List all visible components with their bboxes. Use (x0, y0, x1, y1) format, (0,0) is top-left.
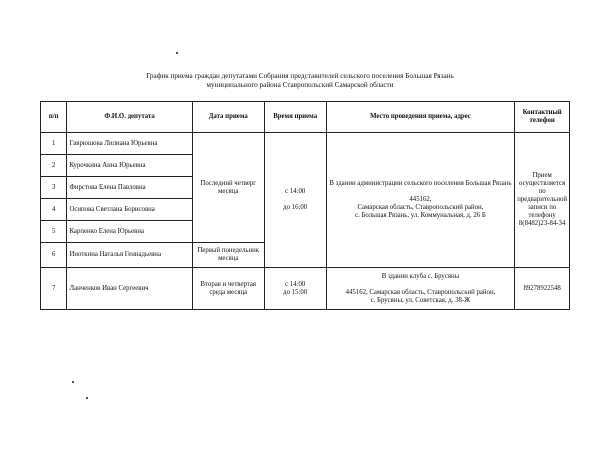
row-num: 4 (41, 199, 67, 221)
row-num: 5 (41, 221, 67, 243)
reception-date: Последний четверг месяца (192, 133, 264, 243)
deputy-name: Гаврюшова Лилиана Юрьевна (67, 133, 192, 155)
document-title (0, 72, 600, 90)
reception-date: Первый понедельник месяца (192, 243, 264, 268)
reception-place (326, 268, 515, 310)
place-line-3: с. Большая Рязань, ул. Коммунальная, д. 26 Б (355, 212, 486, 219)
place-line-1: В здании клуба с. Брусяны (381, 272, 460, 280)
place-line-1: В здании администрации сельского поселения Большая Рязань (329, 180, 512, 187)
reception-contact: 89278922548 (515, 268, 570, 310)
reception-contact: Прием осуществляется по предварительной записи по телефону 8(8482)23-84-34 (515, 133, 570, 268)
row-num: 7 (41, 268, 67, 310)
time-from: с 14:00 (285, 188, 306, 195)
place-index: 445162, (409, 196, 432, 203)
header-date: Дата приема (192, 102, 264, 133)
deputy-name: Осипова Светлана Борисовна (67, 199, 192, 221)
table-row (41, 268, 570, 310)
reception-schedule-table (40, 101, 570, 310)
time-to: до 16:00 (283, 204, 308, 211)
deputy-name: Курочкина Анна Юрьевна (67, 155, 192, 177)
reception-place (326, 133, 515, 268)
place-line-2: 445162, Самарская область, Ставропольский район, (345, 288, 496, 296)
row-num: 6 (41, 243, 67, 268)
row-num: 3 (41, 177, 67, 199)
title-line-1: График приема граждан депутатами Собрания представителей сельского поселения Большая Рязань (146, 72, 454, 80)
reception-time (264, 133, 326, 268)
title-line-2: муниципального района Ставропольский Самарской области (206, 81, 394, 89)
time-from: с 14:00 (285, 280, 306, 288)
scan-speck (176, 52, 178, 54)
row-num: 2 (41, 155, 67, 177)
header-time: Время приема (264, 102, 326, 133)
scan-speck (72, 381, 74, 383)
scan-speck (86, 397, 88, 399)
header-contact: Контактный телефон (515, 102, 570, 133)
deputy-name: Карпенко Елена Юрьевна (67, 221, 192, 243)
deputy-name: Фирстова Елена Павловна (67, 177, 192, 199)
row-num: 1 (41, 133, 67, 155)
deputy-name: Ланченков Иван Сергеевич (67, 268, 192, 310)
time-to: до 15:00 (283, 288, 308, 296)
place-line-3: с. Брусяны, ул. Советская, д. 38-Ж (370, 296, 471, 304)
header-num: п/п (41, 102, 67, 133)
table-row (41, 133, 570, 155)
header-place: Место проведения приема, адрес (326, 102, 515, 133)
place-line-2: Самарская область, Ставропольский район, (357, 204, 484, 211)
table-header-row (41, 102, 570, 133)
reception-date: Вторая и четвертая среда месяца (192, 268, 264, 310)
header-name: Ф.И.О. депутата (67, 102, 192, 133)
reception-time (264, 268, 326, 310)
deputy-name: Иноткина Наталья Геннадьевна (67, 243, 192, 268)
